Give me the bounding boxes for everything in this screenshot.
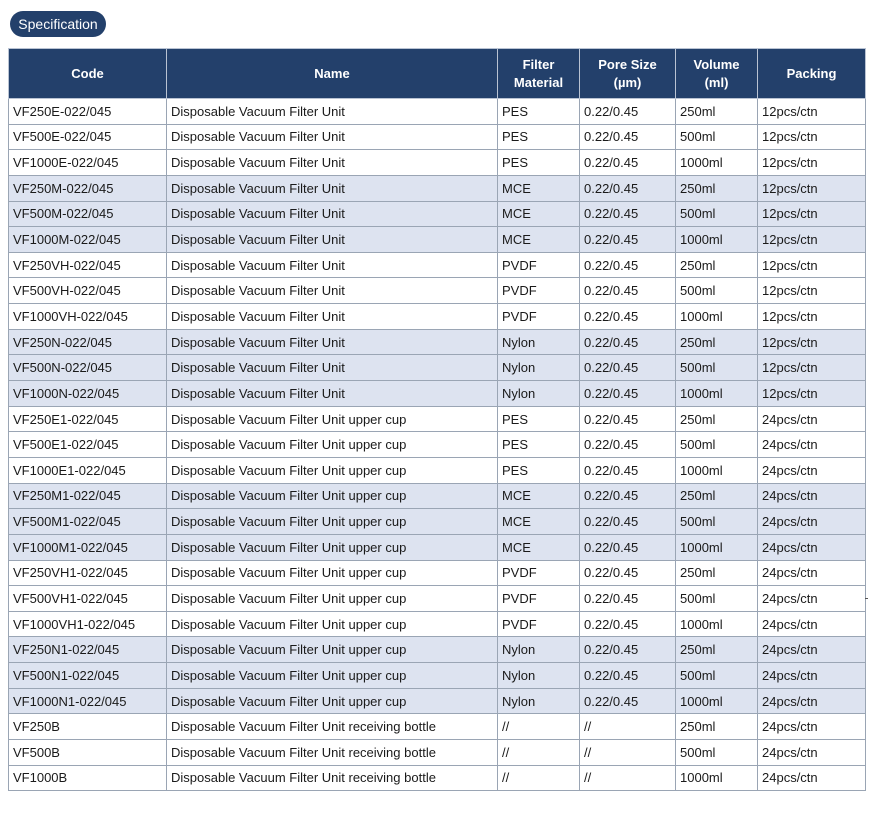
cell-volume: 1000ml <box>676 534 758 560</box>
cell-pore-size: // <box>580 765 676 791</box>
cell-name: Disposable Vacuum Filter Unit upper cup <box>167 432 498 458</box>
cell-code: VF1000VH-022/045 <box>9 304 167 330</box>
cell-packing: 24pcs/ctn <box>758 560 866 586</box>
table-row <box>9 534 866 560</box>
cell-volume: 1000ml <box>676 150 758 176</box>
cell-pore-size: 0.22/0.45 <box>580 432 676 458</box>
cell-packing: 12pcs/ctn <box>758 201 866 227</box>
header-filter-material <box>498 49 580 99</box>
table-row <box>9 483 866 509</box>
cell-name: Disposable Vacuum Filter Unit upper cup <box>167 586 498 612</box>
cell-volume: 250ml <box>676 99 758 125</box>
cell-packing: 24pcs/ctn <box>758 765 866 791</box>
header-volume-line2: (ml) <box>704 74 729 90</box>
cell-packing: 24pcs/ctn <box>758 740 866 766</box>
cell-filter-material: MCE <box>498 483 580 509</box>
cell-packing: 24pcs/ctn <box>758 509 866 535</box>
cell-code: VF250VH-022/045 <box>9 252 167 278</box>
cell-pore-size: 0.22/0.45 <box>580 509 676 535</box>
cell-filter-material: PES <box>498 99 580 125</box>
cell-volume: 500ml <box>676 278 758 304</box>
cell-name: Disposable Vacuum Filter Unit upper cup <box>167 637 498 663</box>
cell-name: Disposable Vacuum Filter Unit <box>167 355 498 381</box>
cell-packing: 24pcs/ctn <box>758 586 866 612</box>
header-row <box>9 49 866 99</box>
cell-code: VF500VH1-022/045 <box>9 586 167 612</box>
cell-filter-material: // <box>498 714 580 740</box>
cell-packing: 24pcs/ctn <box>758 406 866 432</box>
cell-name: Disposable Vacuum Filter Unit <box>167 99 498 125</box>
cell-pore-size: 0.22/0.45 <box>580 329 676 355</box>
header-material-line2: Material <box>513 74 564 90</box>
cell-packing: 24pcs/ctn <box>758 714 866 740</box>
cell-name: Disposable Vacuum Filter Unit <box>167 278 498 304</box>
cell-name: Disposable Vacuum Filter Unit upper cup <box>167 560 498 586</box>
cell-code: VF250B <box>9 714 167 740</box>
cell-name: Disposable Vacuum Filter Unit upper cup <box>167 509 498 535</box>
cell-filter-material: Nylon <box>498 688 580 714</box>
cell-volume: 250ml <box>676 175 758 201</box>
cell-pore-size: 0.22/0.45 <box>580 483 676 509</box>
cell-volume: 500ml <box>676 201 758 227</box>
header-packing-label: Packing <box>786 65 837 81</box>
table-row <box>9 457 866 483</box>
cell-packing: 24pcs/ctn <box>758 663 866 689</box>
cell-code: VF500E-022/045 <box>9 124 167 150</box>
cell-name: Disposable Vacuum Filter Unit upper cup <box>167 406 498 432</box>
cell-packing: 12pcs/ctn <box>758 355 866 381</box>
cell-packing: 12pcs/ctn <box>758 329 866 355</box>
cell-packing: 24pcs/ctn <box>758 483 866 509</box>
cell-volume: 250ml <box>676 252 758 278</box>
cell-pore-size: 0.22/0.45 <box>580 534 676 560</box>
cell-pore-size: 0.22/0.45 <box>580 637 676 663</box>
cell-pore-size: 0.22/0.45 <box>580 150 676 176</box>
table-row <box>9 688 866 714</box>
cell-name: Disposable Vacuum Filter Unit receiving bottle <box>167 740 498 766</box>
cell-filter-material: MCE <box>498 175 580 201</box>
table-row <box>9 586 866 612</box>
table-row <box>9 611 866 637</box>
cell-filter-material: MCE <box>498 509 580 535</box>
table-row <box>9 509 866 535</box>
specification-table <box>8 48 866 791</box>
cell-filter-material: PVDF <box>498 304 580 330</box>
cell-name: Disposable Vacuum Filter Unit upper cup <box>167 688 498 714</box>
table-row <box>9 175 866 201</box>
cell-pore-size: 0.22/0.45 <box>580 688 676 714</box>
cell-name: Disposable Vacuum Filter Unit <box>167 227 498 253</box>
cell-code: VF250VH1-022/045 <box>9 560 167 586</box>
cell-pore-size: 0.22/0.45 <box>580 99 676 125</box>
cell-volume: 500ml <box>676 586 758 612</box>
cell-name: Disposable Vacuum Filter Unit <box>167 175 498 201</box>
table-row <box>9 714 866 740</box>
table-row <box>9 227 866 253</box>
cell-volume: 1000ml <box>676 611 758 637</box>
cell-volume: 500ml <box>676 740 758 766</box>
cell-packing: 12pcs/ctn <box>758 381 866 407</box>
table-row <box>9 765 866 791</box>
cell-volume: 250ml <box>676 406 758 432</box>
cell-volume: 500ml <box>676 355 758 381</box>
cell-volume: 1000ml <box>676 227 758 253</box>
cell-packing: 24pcs/ctn <box>758 432 866 458</box>
cell-packing: 12pcs/ctn <box>758 278 866 304</box>
cell-packing: 24pcs/ctn <box>758 534 866 560</box>
cell-pore-size: 0.22/0.45 <box>580 457 676 483</box>
table-body <box>9 99 866 791</box>
cell-packing: 12pcs/ctn <box>758 304 866 330</box>
cell-volume: 250ml <box>676 714 758 740</box>
cell-filter-material: Nylon <box>498 663 580 689</box>
cell-name: Disposable Vacuum Filter Unit upper cup <box>167 483 498 509</box>
cell-volume: 500ml <box>676 124 758 150</box>
cell-code: VF1000N-022/045 <box>9 381 167 407</box>
header-code <box>9 49 167 99</box>
table-row <box>9 201 866 227</box>
cell-name: Disposable Vacuum Filter Unit <box>167 124 498 150</box>
header-code-label: Code <box>71 65 104 81</box>
cell-volume: 1000ml <box>676 457 758 483</box>
cell-pore-size: 0.22/0.45 <box>580 611 676 637</box>
cell-name: Disposable Vacuum Filter Unit upper cup <box>167 611 498 637</box>
table-row <box>9 560 866 586</box>
cell-pore-size: 0.22/0.45 <box>580 355 676 381</box>
table-row <box>9 740 866 766</box>
cell-name: Disposable Vacuum Filter Unit receiving bottle <box>167 765 498 791</box>
cell-pore-size: // <box>580 740 676 766</box>
cell-code: VF1000M1-022/045 <box>9 534 167 560</box>
cell-pore-size: 0.22/0.45 <box>580 406 676 432</box>
cell-filter-material: PVDF <box>498 252 580 278</box>
table-row <box>9 355 866 381</box>
header-pore-size <box>580 49 676 99</box>
cell-volume: 1000ml <box>676 765 758 791</box>
cell-code: VF500VH-022/045 <box>9 278 167 304</box>
cell-volume: 500ml <box>676 663 758 689</box>
cell-filter-material: PVDF <box>498 611 580 637</box>
cell-packing: 24pcs/ctn <box>758 688 866 714</box>
cell-packing: 24pcs/ctn <box>758 457 866 483</box>
cell-code: VF1000E-022/045 <box>9 150 167 176</box>
cell-filter-material: PES <box>498 124 580 150</box>
cell-filter-material: // <box>498 740 580 766</box>
cell-filter-material: MCE <box>498 201 580 227</box>
section-badge: Specification <box>10 11 106 37</box>
cell-name: Disposable Vacuum Filter Unit <box>167 252 498 278</box>
cell-filter-material: PVDF <box>498 586 580 612</box>
cell-filter-material: MCE <box>498 534 580 560</box>
cell-code: VF500M1-022/045 <box>9 509 167 535</box>
cell-filter-material: PES <box>498 150 580 176</box>
cell-code: VF250N1-022/045 <box>9 637 167 663</box>
table-row <box>9 124 866 150</box>
cell-filter-material: Nylon <box>498 329 580 355</box>
cell-code: VF1000M-022/045 <box>9 227 167 253</box>
header-pore-line1: Pore Size <box>598 56 657 72</box>
cell-code: VF500M-022/045 <box>9 201 167 227</box>
cell-name: Disposable Vacuum Filter Unit <box>167 329 498 355</box>
cell-volume: 250ml <box>676 560 758 586</box>
cell-filter-material: PES <box>498 457 580 483</box>
cell-pore-size: 0.22/0.45 <box>580 381 676 407</box>
cell-name: Disposable Vacuum Filter Unit upper cup <box>167 663 498 689</box>
header-name-label: Name <box>314 65 350 81</box>
cell-name: Disposable Vacuum Filter Unit <box>167 201 498 227</box>
table-header <box>9 49 866 99</box>
cell-filter-material: // <box>498 765 580 791</box>
table-row <box>9 432 866 458</box>
cell-pore-size: // <box>580 714 676 740</box>
table-row <box>9 278 866 304</box>
cell-volume: 250ml <box>676 483 758 509</box>
table-row <box>9 329 866 355</box>
cell-filter-material: PES <box>498 406 580 432</box>
cell-name: Disposable Vacuum Filter Unit receiving bottle <box>167 714 498 740</box>
cell-code: VF250E-022/045 <box>9 99 167 125</box>
cell-code: VF1000VH1-022/045 <box>9 611 167 637</box>
table-row <box>9 663 866 689</box>
cell-filter-material: Nylon <box>498 381 580 407</box>
table-row <box>9 406 866 432</box>
cell-volume: 1000ml <box>676 688 758 714</box>
table-row <box>9 150 866 176</box>
cell-filter-material: Nylon <box>498 637 580 663</box>
cell-filter-material: MCE <box>498 227 580 253</box>
cell-filter-material: PVDF <box>498 278 580 304</box>
cell-volume: 500ml <box>676 509 758 535</box>
cell-code: VF250N-022/045 <box>9 329 167 355</box>
cell-pore-size: 0.22/0.45 <box>580 586 676 612</box>
cell-code: VF250E1-022/045 <box>9 406 167 432</box>
cell-code: VF1000E1-022/045 <box>9 457 167 483</box>
table-row <box>9 637 866 663</box>
cell-volume: 500ml <box>676 432 758 458</box>
cell-packing: 24pcs/ctn <box>758 637 866 663</box>
cell-code: VF500B <box>9 740 167 766</box>
header-name <box>167 49 498 99</box>
cell-filter-material: PES <box>498 432 580 458</box>
cell-pore-size: 0.22/0.45 <box>580 663 676 689</box>
cell-packing: 12pcs/ctn <box>758 227 866 253</box>
cell-volume: 250ml <box>676 329 758 355</box>
table-row <box>9 381 866 407</box>
cell-code: VF1000N1-022/045 <box>9 688 167 714</box>
cell-pore-size: 0.22/0.45 <box>580 124 676 150</box>
cell-code: VF250M-022/045 <box>9 175 167 201</box>
cell-volume: 250ml <box>676 637 758 663</box>
header-material-line1: Filter <box>522 56 555 72</box>
header-packing <box>758 49 866 99</box>
header-volume-line1: Volume <box>693 56 740 72</box>
cell-pore-size: 0.22/0.45 <box>580 227 676 253</box>
cell-code: VF500E1-022/045 <box>9 432 167 458</box>
cell-name: Disposable Vacuum Filter Unit upper cup <box>167 457 498 483</box>
cell-name: Disposable Vacuum Filter Unit upper cup <box>167 534 498 560</box>
cell-pore-size: 0.22/0.45 <box>580 252 676 278</box>
cell-name: Disposable Vacuum Filter Unit <box>167 381 498 407</box>
table-row <box>9 252 866 278</box>
cell-packing: 12pcs/ctn <box>758 175 866 201</box>
cell-code: VF250M1-022/045 <box>9 483 167 509</box>
cell-pore-size: 0.22/0.45 <box>580 304 676 330</box>
cell-packing: 12pcs/ctn <box>758 150 866 176</box>
cell-code: VF500N1-022/045 <box>9 663 167 689</box>
cell-packing: 12pcs/ctn <box>758 124 866 150</box>
cell-pore-size: 0.22/0.45 <box>580 560 676 586</box>
cell-packing: 24pcs/ctn <box>758 611 866 637</box>
header-volume <box>676 49 758 99</box>
cell-pore-size: 0.22/0.45 <box>580 175 676 201</box>
edge-mark <box>865 598 868 599</box>
cell-name: Disposable Vacuum Filter Unit <box>167 304 498 330</box>
cell-pore-size: 0.22/0.45 <box>580 201 676 227</box>
cell-filter-material: PVDF <box>498 560 580 586</box>
table-row <box>9 99 866 125</box>
cell-packing: 12pcs/ctn <box>758 252 866 278</box>
cell-volume: 1000ml <box>676 381 758 407</box>
cell-filter-material: Nylon <box>498 355 580 381</box>
cell-name: Disposable Vacuum Filter Unit <box>167 150 498 176</box>
cell-volume: 1000ml <box>676 304 758 330</box>
cell-pore-size: 0.22/0.45 <box>580 278 676 304</box>
table-row <box>9 304 866 330</box>
header-pore-line2: (µm) <box>613 74 642 90</box>
cell-packing: 12pcs/ctn <box>758 99 866 125</box>
cell-code: VF500N-022/045 <box>9 355 167 381</box>
cell-code: VF1000B <box>9 765 167 791</box>
